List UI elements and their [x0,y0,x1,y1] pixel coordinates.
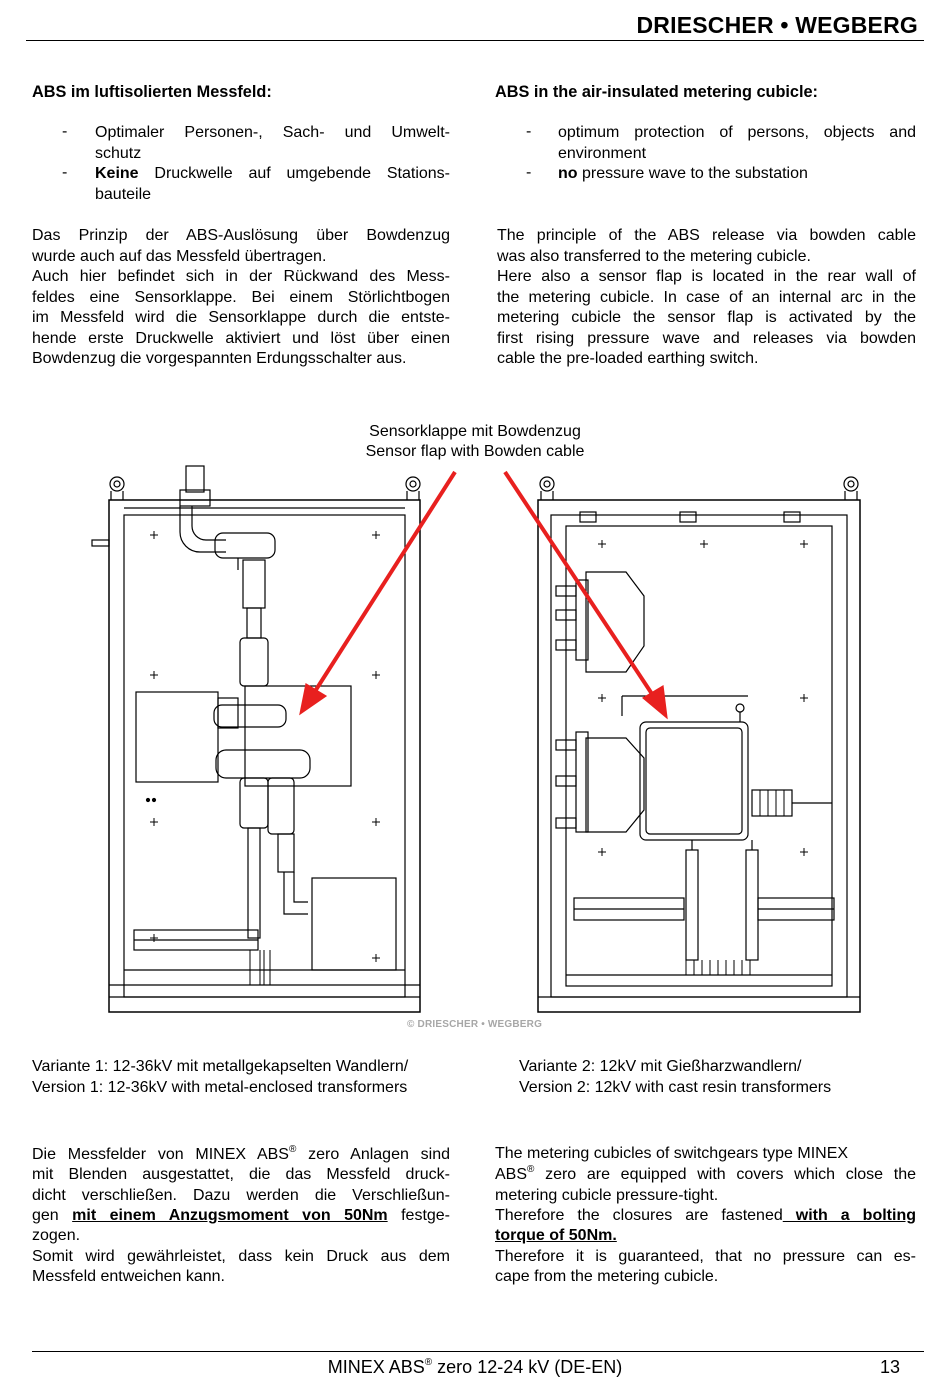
de-bullet1-dash: - [62,123,68,140]
en-paragraph-line: Here also a sensor flap is located in the rear wall of [497,268,916,285]
variant2-drawing [538,477,860,1012]
de-bullet2-bold: Keine [95,165,139,182]
de-paragraph-line: hende erste Druckwelle aktiviert und löst über einen [32,329,450,347]
cubicle-drawings [0,460,950,1020]
en-bullet2-line1 [558,164,808,185]
en-heading: ABS in the air-insulated metering cubicle: [495,83,818,101]
en-paragraph-line: The principle of the ABS release via bowden cable [497,227,916,244]
footer-title [0,1357,950,1378]
bottom-de-line7: Messfeld entweichen kann. [32,1268,225,1285]
bottom-en-line4 [495,1206,916,1227]
bottom-en-line6: Therefore it is guaranteed, that no pressure can es- [495,1248,916,1265]
bottom-de-line4a: gen [32,1207,73,1224]
bottom-de-line4 [32,1206,450,1227]
bottom-en-reg: ® [527,1163,535,1175]
bottom-de-line1 [32,1145,450,1166]
de-heading: ABS im luftisolierten Messfeld: [32,83,272,101]
variant1-drawing [92,466,420,1012]
bottom-en-line5 [495,1226,617,1247]
en-bullet1-dash: - [526,123,532,140]
bottom-en-line2b: zero are equipped with covers which close the [534,1166,916,1183]
en-bullet1-line1: optimum protection of persons, objects and [558,124,916,141]
en-bullet2-dash: - [526,164,532,181]
bottom-en-line4a: Therefore the closures are fastened [495,1207,783,1224]
bottom-de-line1a: Die Messfelder von MINEX ABS [32,1146,289,1163]
bottom-de-line2: mit Blenden ausgestattet, die das Messfeld druck- [32,1166,450,1183]
en-bullet2-rest: pressure wave to the substation [577,165,808,182]
figure-copyright: © DRIESCHER • WEGBERG [407,1019,543,1030]
footer-rule [32,1351,924,1352]
de-paragraph-line: Bowdenzug die vorgespannten Erdungsschalter aus. [32,350,407,367]
figure-label-de: Sensorklappe mit Bowdenzug [369,423,581,440]
bottom-de-line5: zogen. [32,1227,81,1244]
bottom-en-line2 [495,1165,916,1186]
bottom-de-line4b: festge- [387,1207,451,1224]
brand-header: DRIESCHER • WEGBERG [636,12,918,38]
de-bullet1-line1: Optimaler Personen-, Sach- und Umwelt- [95,124,450,141]
bottom-en-line7: cape from the metering cubicle. [495,1268,719,1285]
bottom-de-line1b: zero Anlagen sind [296,1146,451,1163]
en-paragraph-line: cable the pre-loaded earthing switch. [497,350,759,367]
en-paragraph-line: metering cubicle the sensor flap is activated by the [497,309,916,326]
header-rule [26,40,924,41]
bottom-en-line3: metering cubicle pressure-tight. [495,1187,719,1204]
caption-v2-en: Version 2: 12kV with cast resin transformers [519,1079,832,1096]
de-paragraph-line: Das Prinzip der ABS-Auslösung über Bowdenzug [32,227,450,244]
bottom-en-line1: The metering cubicles of switchgears type MINEX [495,1145,849,1162]
en-paragraph-line: was also transferred to the metering cubicle. [497,247,811,265]
caption-v2-de: Variante 2: 12kV mit Gießharzwandlern/ [519,1058,802,1075]
bottom-de-line6: Somit wird gewährleistet, dass kein Druck aus dem [32,1248,450,1265]
footer-title-b: zero 12-24 kV (DE-EN) [432,1357,623,1377]
de-bullet2-line1 [95,164,450,185]
bottom-de-line3: dicht verschließen. Dazu werden die Verschließun- [32,1187,450,1204]
en-paragraph-line: first rising pressure wave and releases via bowden [497,329,916,347]
bottom-de-reg: ® [288,1143,297,1155]
de-paragraph-line: feldes eine Sensorklappe. Bei einem Störlichtbogen [32,288,450,306]
caption-v1-en: Version 1: 12-36kV with metal-enclosed transformers [32,1079,408,1096]
caption-v1-de: Variante 1: 12-36kV mit metallgekapselten Wandlern/ [32,1058,409,1075]
de-paragraph-line: wurde auch auf das Messfeld übertragen. [32,247,327,265]
bottom-de-torque: mit einem Anzugsmoment von 50Nm [72,1207,388,1224]
footer-title-a: MINEX ABS [327,1357,425,1377]
de-bullet2-rest: Druckwelle auf umgebende Stations- [138,165,450,182]
en-paragraph-line: the metering cubicle. In case of an internal arc in the [497,288,916,306]
de-bullet2-line2: bauteile [95,186,152,203]
de-bullet1-line2: schutz [95,145,142,162]
de-paragraph-line: Auch hier befindet sich in der Rückwand des Mess- [32,268,450,285]
page-number: 13 [879,1357,900,1377]
bottom-en-torque-a: with a bolting [782,1207,916,1224]
de-bullet2-dash: - [62,164,68,181]
en-bullet1-line2: environment [558,145,647,162]
de-paragraph-line: im Messfeld wird die Sensorklappe durch die entste- [32,309,450,326]
en-bullet2-bold: no [558,165,578,182]
bottom-en-torque-b: torque of 50Nm. [495,1227,617,1244]
bottom-en-line2a: ABS [495,1166,528,1183]
footer-reg: ® [424,1357,433,1368]
figure-label-en: Sensor flap with Bowden cable [365,443,585,460]
